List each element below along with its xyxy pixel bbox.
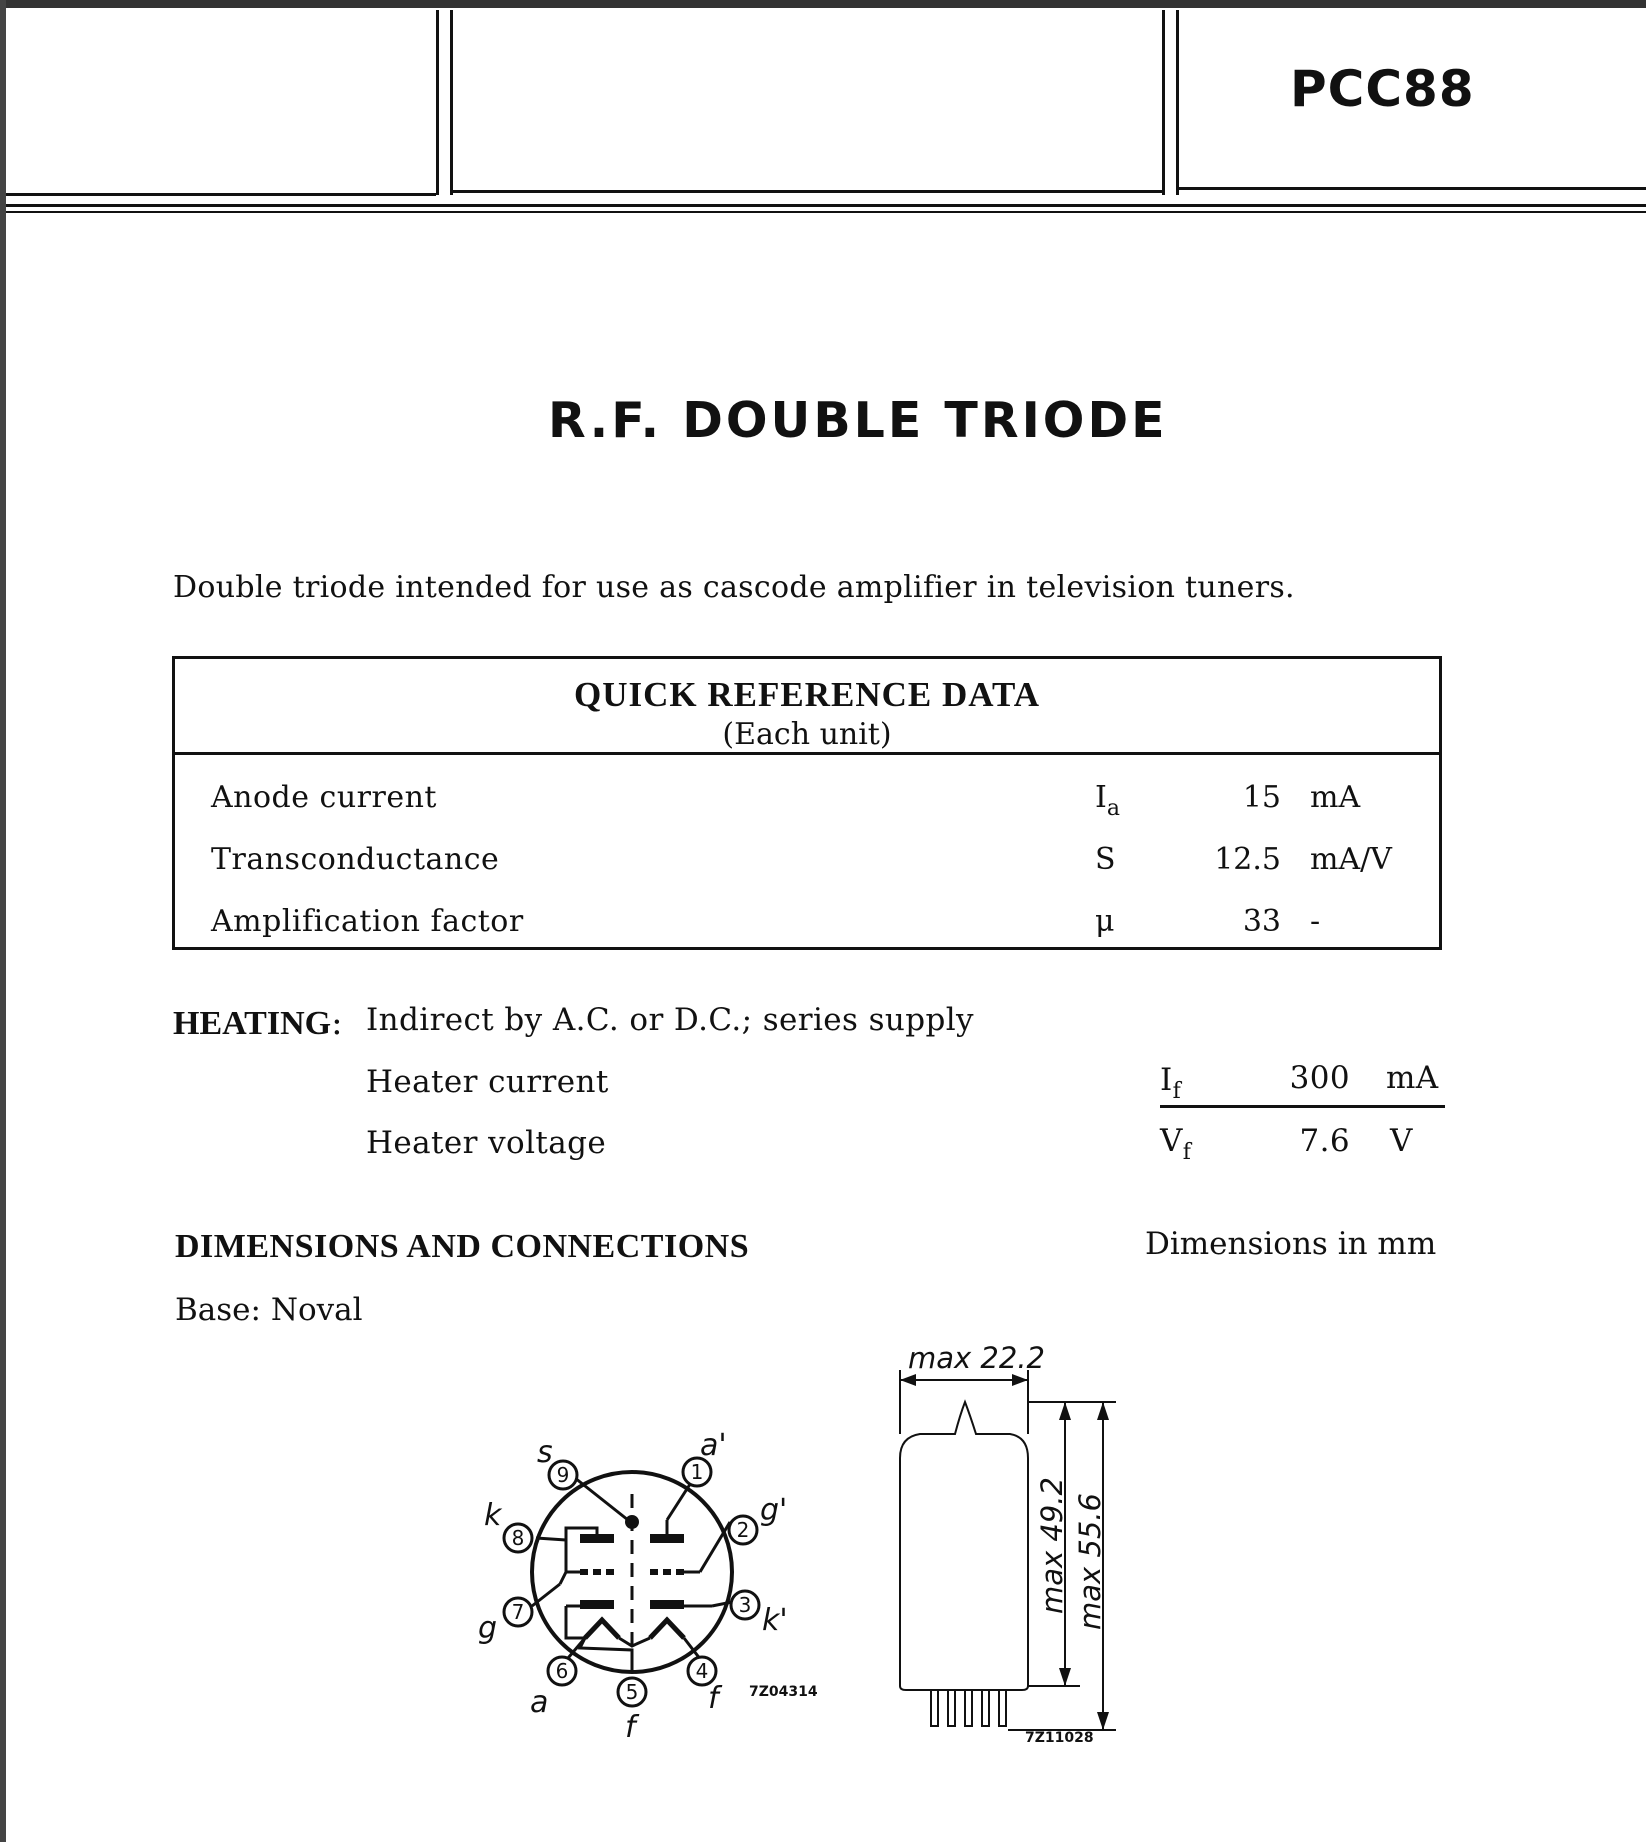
heater-current-unit: mA: [1386, 1060, 1439, 1096]
outline-drawing-code: 7Z11028: [1025, 1730, 1094, 1746]
row-label: Transconductance: [211, 842, 500, 877]
pin-number: 9: [556, 1463, 570, 1487]
dimensions-heading: DIMENSIONS AND CONNECTIONS: [175, 1228, 750, 1265]
row-unit: -: [1310, 904, 1321, 939]
pin-number: 3: [738, 1593, 752, 1617]
quick-reference-subtitle: (Each unit): [722, 717, 892, 752]
row-label: Amplification factor: [211, 904, 524, 939]
pin-number: 4: [695, 1659, 709, 1683]
row-label: Anode current: [211, 780, 437, 815]
row-value: 15: [1242, 780, 1281, 815]
row-symbol: S: [1095, 842, 1116, 877]
base-type: Base: Noval: [175, 1292, 363, 1328]
pin-label: k': [762, 1603, 788, 1638]
part-number: PCC88: [1290, 60, 1475, 118]
heater-voltage-symbol: $V_f$: [1160, 1123, 1192, 1165]
pin-connection-diagram: [504, 1458, 759, 1706]
pin-label: f: [708, 1681, 719, 1716]
pin-number: 8: [511, 1526, 525, 1550]
dimensions-units-note: Dimensions in mm: [1145, 1226, 1437, 1262]
heater-current-label: Heater current: [366, 1064, 609, 1100]
heater-voltage-unit: V: [1390, 1123, 1413, 1159]
heater-voltage-label: Heater voltage: [366, 1125, 607, 1161]
heating-label: HEATING:: [173, 1003, 343, 1043]
row-symbol: μ: [1095, 904, 1115, 939]
pin-number: 5: [625, 1680, 639, 1704]
total-height-label: max 55.6: [1073, 1493, 1107, 1630]
pin-diagram-code: 7Z04314: [749, 1684, 818, 1700]
pin-label: s: [537, 1435, 553, 1470]
body-height-label: max 49.2: [1035, 1477, 1069, 1614]
pin-label: g': [760, 1493, 788, 1528]
pin-number: 7: [511, 1600, 525, 1624]
intro-text: Double triode intended for use as cascode amplifier in television tuners.: [173, 570, 1295, 605]
pin-number: 1: [690, 1460, 704, 1484]
heater-current-symbol: $I_f$: [1160, 1062, 1182, 1104]
pin-number: 6: [555, 1659, 569, 1683]
row-value: 33: [1242, 904, 1281, 939]
row-symbol: $I_a$: [1095, 780, 1120, 821]
pin-label: a: [530, 1685, 549, 1720]
pin-number: 2: [736, 1518, 750, 1542]
heater-voltage-value: 7.6: [1299, 1123, 1350, 1159]
width-dimension-label: max 22.2: [908, 1341, 1045, 1375]
page-title: R.F. DOUBLE TRIODE: [548, 392, 1168, 449]
pin-label: a': [700, 1428, 727, 1463]
row-value: 12.5: [1214, 842, 1281, 877]
pin-label: g: [478, 1611, 498, 1646]
row-unit: mA/V: [1310, 842, 1392, 877]
heating-description: Indirect by A.C. or D.C.; series supply: [366, 1002, 974, 1038]
pin-label: f: [625, 1710, 636, 1745]
heater-current-value: 300: [1289, 1060, 1350, 1096]
pin-label: k: [484, 1498, 502, 1533]
quick-reference-title: QUICK REFERENCE DATA: [574, 675, 1040, 714]
row-unit: mA: [1310, 780, 1361, 815]
